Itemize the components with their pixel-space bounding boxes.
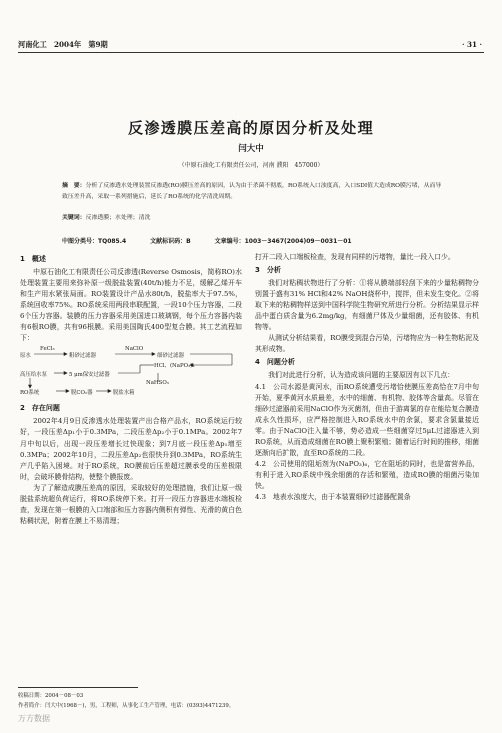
right-column	[255, 252, 479, 503]
flow-node-ro-system: RO系统	[20, 390, 40, 397]
affiliation: （中原石油化工有限责任公司，河南 濮阳 457000）	[178, 162, 324, 169]
paragraph: 从测试分析结果看，RO膜受到混合污染，污堵物应为一种生物粘泥及其形成物。	[255, 334, 479, 354]
flow-label-nahso3: NaHSO₃	[146, 380, 169, 387]
received-date: 收稿日期：2004－08－03	[18, 693, 84, 699]
keywords-text: 反渗透膜；水处理；清洗	[85, 215, 151, 221]
paragraph: 打开二段入口端板检查，发现有同样的污堵物，量比一段入口少。	[255, 253, 455, 261]
flow-label-naclo: NaClO	[125, 346, 144, 353]
flow-node-demin-tank: 脱盐水箱	[113, 390, 135, 397]
process-flow-diagram	[20, 346, 242, 399]
flow-label-fecl3: FeCl₃	[40, 346, 55, 353]
classification-line	[62, 236, 462, 245]
clc-number: 中图分类号：TQ085.4	[62, 238, 127, 245]
author-bio: 作者简介：闫大中(1968－)，男，工程师，从事化工生产管理，电话：(0393)4471239。	[18, 703, 235, 709]
page-number: · 31 ·	[461, 40, 482, 49]
section-heading-analysis: 3 分析	[255, 266, 281, 275]
left-column	[20, 252, 242, 527]
header-rule	[18, 52, 484, 53]
paragraph: 为了了解造成膜压差高的原因，采取较好的处理措施，我们让原一级脱盐系统超负荷运行，将RO系统停下来。打开一段压力容器进水端板检查，发现在第一根膜的入口端部和压力容器内侧积有弹性、光滑的黄白色粘稠状泥，附着在膜上不易清理；	[20, 483, 242, 525]
article-number: 文章编号：1003－3467(2004)09－0031－01	[214, 238, 352, 245]
section-heading-overview: 1 概述	[20, 255, 46, 263]
flow-node-decarbonator: 脱CO₂器	[71, 390, 93, 397]
paragraph: 4.3 地表水浊度大，由于本装置细砂过滤器配置条	[255, 492, 411, 501]
paragraph: 4.1 公司水源是黄河水，而RO系统遭受污堵恰使膜压差高恰在7月中旬开始，夏季黄河水质最差，水中的细菌、有机物、胶体等含量高。尽管在细砂过滤器前采用NaClO作为灭菌剂，但由于游离氯的存在能给复合膜造成永久性损坏，应严格控制进入RO系统水中的余氯，要求含氯量接近零。由于NaClO注入量不够，势必造成一些细菌穿过5μL过滤器进入到RO系统，从而造成细菌在RO膜上聚积繁殖；随着运行时间的推移，细菌逐渐向后扩散，直至RO系统的二段。	[255, 382, 479, 457]
document-code: 文献标识码：B	[150, 238, 191, 245]
journal-header: 河南化工 2004年 第9期	[18, 40, 108, 49]
section-heading-problem: 2 存在问题	[20, 404, 60, 413]
keywords-label: 关键词：	[62, 215, 86, 221]
flow-node-raw-water: 原水	[20, 353, 31, 360]
section-heading-cause-analysis: 4 问题分析	[255, 358, 295, 367]
flow-node-fine-filter: 细砂过滤器	[157, 353, 184, 360]
footnote-rule	[18, 687, 138, 688]
keywords	[62, 213, 442, 224]
paragraph: 中原石油化工有限责任公司反渗透(Reverse Osmosis，简称RO)水处理装置主要用来弥补原一级脱盐装置(40t/h)能力不足，缓解乙烯开车和生产用水紧张局面。RO装置设计产品水80t/h，脱盐率大于97.5%，系统回收率75%。RO系统采用两段串联配置，一段10个压力容器，二段6个压力容器。装膜的压力容器采用美国进口玻璃钢，每个压力容器内装有6根RO膜，共有96根膜。采用美国陶氏400型复合膜。其工艺流程如下：	[20, 268, 242, 343]
watermark: 万方数据	[18, 714, 50, 723]
flow-label-hcl-napo3: HCl、(NaPO₃)₆	[154, 363, 195, 370]
paragraph: 2002年4月9日反渗透水处理装置产出合格产品水，RO系统运行较好，一段压差Δp₁小于0.3MPa，二段压差Δp₂小于0.1MPa。2002年7月中旬以后，出现一段压差增长过快现象；到7月底一段压差Δp₁增至0.3MPa；2002年10月，二段压差Δp₂也很快升到0.3MPa，RO系统生产几乎陷入困境。对于RO系统，RO膜前后压差超过膜承受的压差极限时，会破坏膜骨结构，使整个膜报废。	[20, 417, 242, 481]
flow-node-cartridge-filter: 5 μm保安过滤器	[69, 372, 110, 379]
flow-node-coarse-filter: 粗砂过滤器	[69, 353, 96, 360]
flow-node-high-pressure-pump: 高压给水泵	[20, 372, 47, 379]
paragraph: 4.2 公司使用的阻垢剂为(NaPO₃)₆，它在阻垢的同时，也是富营养品，有利于进入RO系统中残余细菌的存活和繁殖，造成RO膜的细菌污染加快。	[255, 459, 479, 490]
abstract	[62, 181, 442, 203]
abstract-text: 分析了反渗透水处理装置反渗透(RO)膜压差高的原因，认为由于杀菌不彻底，RO系统入口浊度高，入口SDI值大造成RO膜污堵，从而导致压差升高，采取一系列措施后，延长了RO系统的化学清洗周期。	[62, 183, 442, 200]
abstract-label: 摘 要：	[62, 183, 86, 189]
paragraph: 我们对此进行分析，认为造成该问题的主要原因有以下几点：	[268, 371, 455, 380]
author-name: 闫大中	[238, 144, 264, 154]
article-title: 反渗透膜压差高的原因分析及处理	[127, 119, 374, 137]
paragraph: 我们对粘稠状物进行了分析：①将从膜端部轻刮下来的少量粘稠物分别置于盛有31% HCl和42% NaOH烧杯中，搅拌，但未发生变化。②将取下来的粘稠物样送到中国科学院生物研究所进行分析。分析结果显示样品中蛋白质含量为6.2mg/kg，有细菌尸体及少量细菌，还有胶体、有机物等。	[255, 279, 479, 332]
